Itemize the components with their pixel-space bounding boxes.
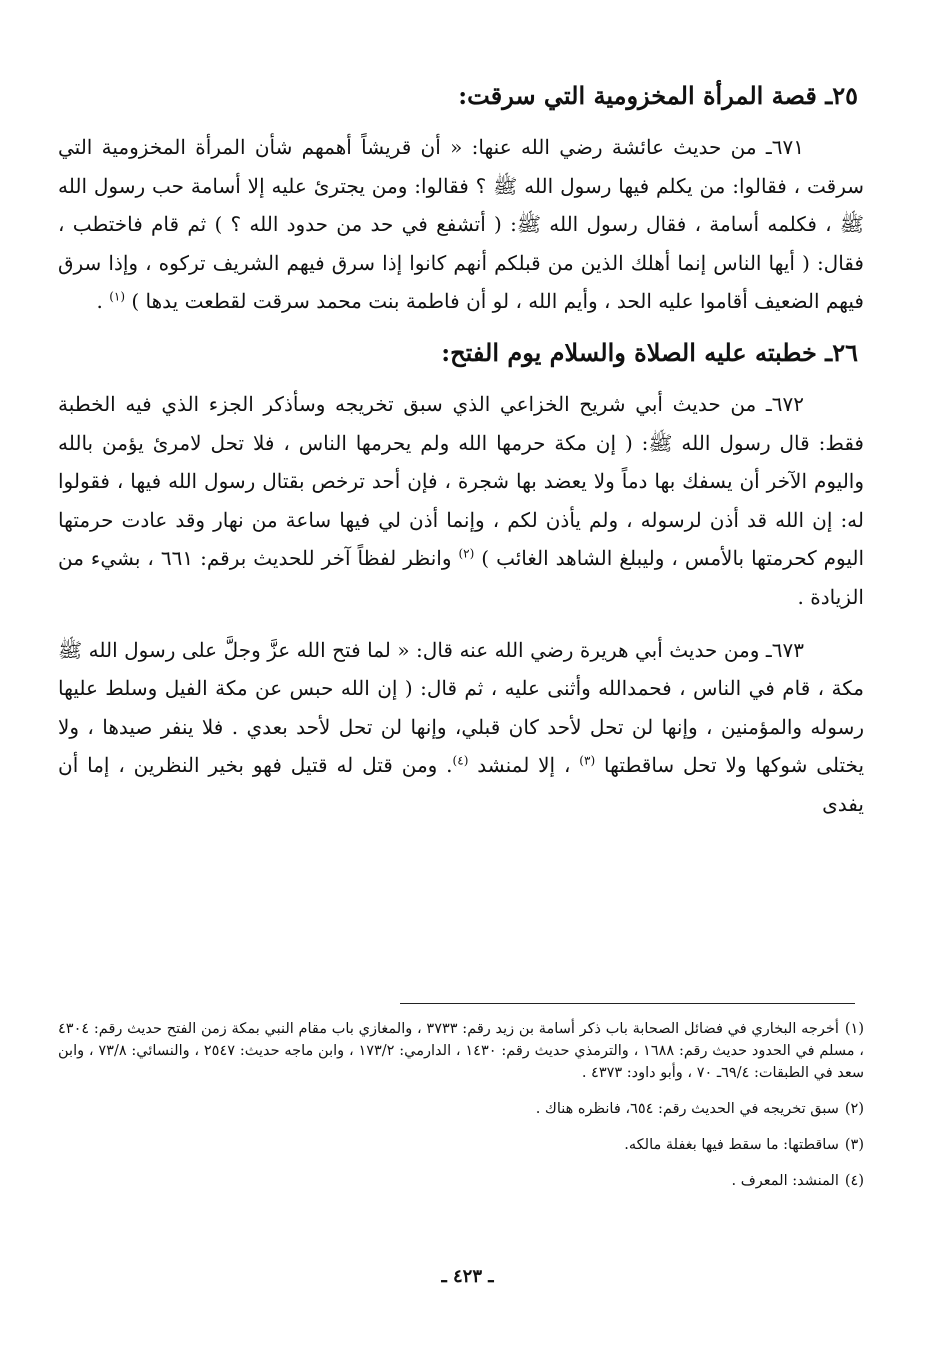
hadith-673-tail: . ومن قتل له قتيل فهو بخير النظرين ، إما أن يفدى [58, 753, 864, 816]
hadith-673-mid: ، إلا لمنشد [477, 753, 580, 778]
footnote-ref-4: (٤) [452, 753, 469, 768]
footnote-text: أخرجه البخاري في فضائل الصحابة باب ذكر أسامة بن زيد رقم: ٣٧٣٣ ، والمغازي باب مقام النبي بمكة زمن الفتح حديث رقم: ٤٣٠٤ ، مسلم في الحدود حديث رقم: ١٦٨٨ ، والترمذي حديث رقم: ١٤٣٠ ، الدارمي: ١٧٣/٢ ، وابن ماجه حديث: ٢٥٤٧ ، والنسائي: ٧٣/٨ ، وابن سعد في الطبقات: ٦٩/٤ـ ٧٠ ، وأبو داود: ٤٣٧٣ . [58, 1021, 864, 1081]
section-heading-26: ٢٦ـ خطبته عليه الصلاة والسلام يوم الفتح: [441, 337, 858, 367]
footnote-text: سبق تخريجه في الحديث رقم: ٦٥٤، فانظره هناك . [535, 1101, 839, 1117]
footnote-3 [58, 1134, 864, 1156]
hadith-671 [58, 128, 864, 321]
hadith-672 [58, 385, 864, 617]
footnote-number: (٢) [844, 1101, 864, 1117]
footnote-number: (٤) [844, 1173, 864, 1189]
main-text [58, 78, 864, 838]
page-number: ـ ٤٢٣ ـ [441, 1266, 494, 1287]
hadith-672-text: ٦٧٢ـ من حديث أبي شريح الخزاعي الذي سبق تخريجه وسأذكر الجزء الذي فيه الخطبة فقط: قال رسول الله ﷺ: ( إن مكة حرمها الله ولم يحرمها الناس ، فلا تحل لامرئ يؤمن بالله واليوم الآخر أن يسفك بها دماً ولا يعضد بها شجرة ، فإن أحد ترخص بقتال رسول الله فيها ، فقولوا له: إن الله قد أذن لرسوله ، ولم يأذن لكم ، وإنما أذن لي فيها ساعة من نهار وقد عادت حرمتها اليوم كحرمتها بالأمس ، وليبلغ الشاهد الغائب ) [58, 391, 865, 571]
hadith-671-text: ٦٧١ـ من حديث عائشة رضي الله عنها: « أن قريشاً أهمهم شأن المرأة المخزومية التي سرقت ، فقالوا: من يكلم فيها رسول الله ﷺ ؟ فقالوا: ومن يجترئ عليه إلا أسامة حب رسول الله ﷺ ، فكلمه أسامة ، فقال رسول الله ﷺ: ( أتشفع في حد من حدود الله ؟ ) ثم قام فاختطب ، فقال: ( أيها الناس إنما أهلك الذين من قبلكم أنهم كانوا إذا سرق فيهم الشريف تركوه ، وإذا سرق فيهم الضعيف أقاموا عليه الحد ، وأيم الله ، لو أن فاطمة بنت محمد سرقت لقطعت يدها ) [58, 135, 864, 314]
footnote-number: (١) [844, 1021, 864, 1037]
hadith-673-text: ٦٧٣ـ ومن حديث أبي هريرة رضي الله عنه قال: « لما فتح الله عزَّ وجلَّ على رسول الله ﷺ مكة ، قام في الناس ، فحمدالله وأثنى عليه ، ثم قال: ( إن الله حبس عن مكة الفيل وسلط عليها رسوله والمؤمنين ، وإنها لن تحل لأحد كان قبلي، وإنها لن تحل لأحد بعدي . فلا ينفر صيدها ، ولا يختلى شوكها ولا تحل ساقطتها [58, 637, 865, 778]
hadith-671-tail: . [96, 289, 110, 314]
footnote-divider [400, 1003, 855, 1004]
section-heading-25: ٢٥ـ قصة المرأة المخزومية التي سرقت: [458, 81, 858, 110]
footnote-ref-1: (١) [109, 289, 126, 304]
footnote-text: ساقطتها: ما سقط فيها بغفلة مالكه. [624, 1137, 839, 1153]
hadith-672-tail: وانظر لفظاً آخر للحديث برقم: ٦٦١ ، بشيء من الزيادة . [58, 546, 864, 609]
hadith-673 [58, 631, 864, 824]
footnotes [58, 1018, 864, 1206]
footnote-1 [58, 1018, 864, 1084]
footnote-4 [58, 1170, 864, 1192]
footnote-text: المنشد: المعرف . [731, 1173, 839, 1189]
footnote-number: (٣) [844, 1137, 864, 1153]
footnote-ref-3: (٣) [579, 753, 596, 768]
footnote-2 [58, 1098, 864, 1120]
footnote-ref-2: (٢) [458, 546, 475, 561]
